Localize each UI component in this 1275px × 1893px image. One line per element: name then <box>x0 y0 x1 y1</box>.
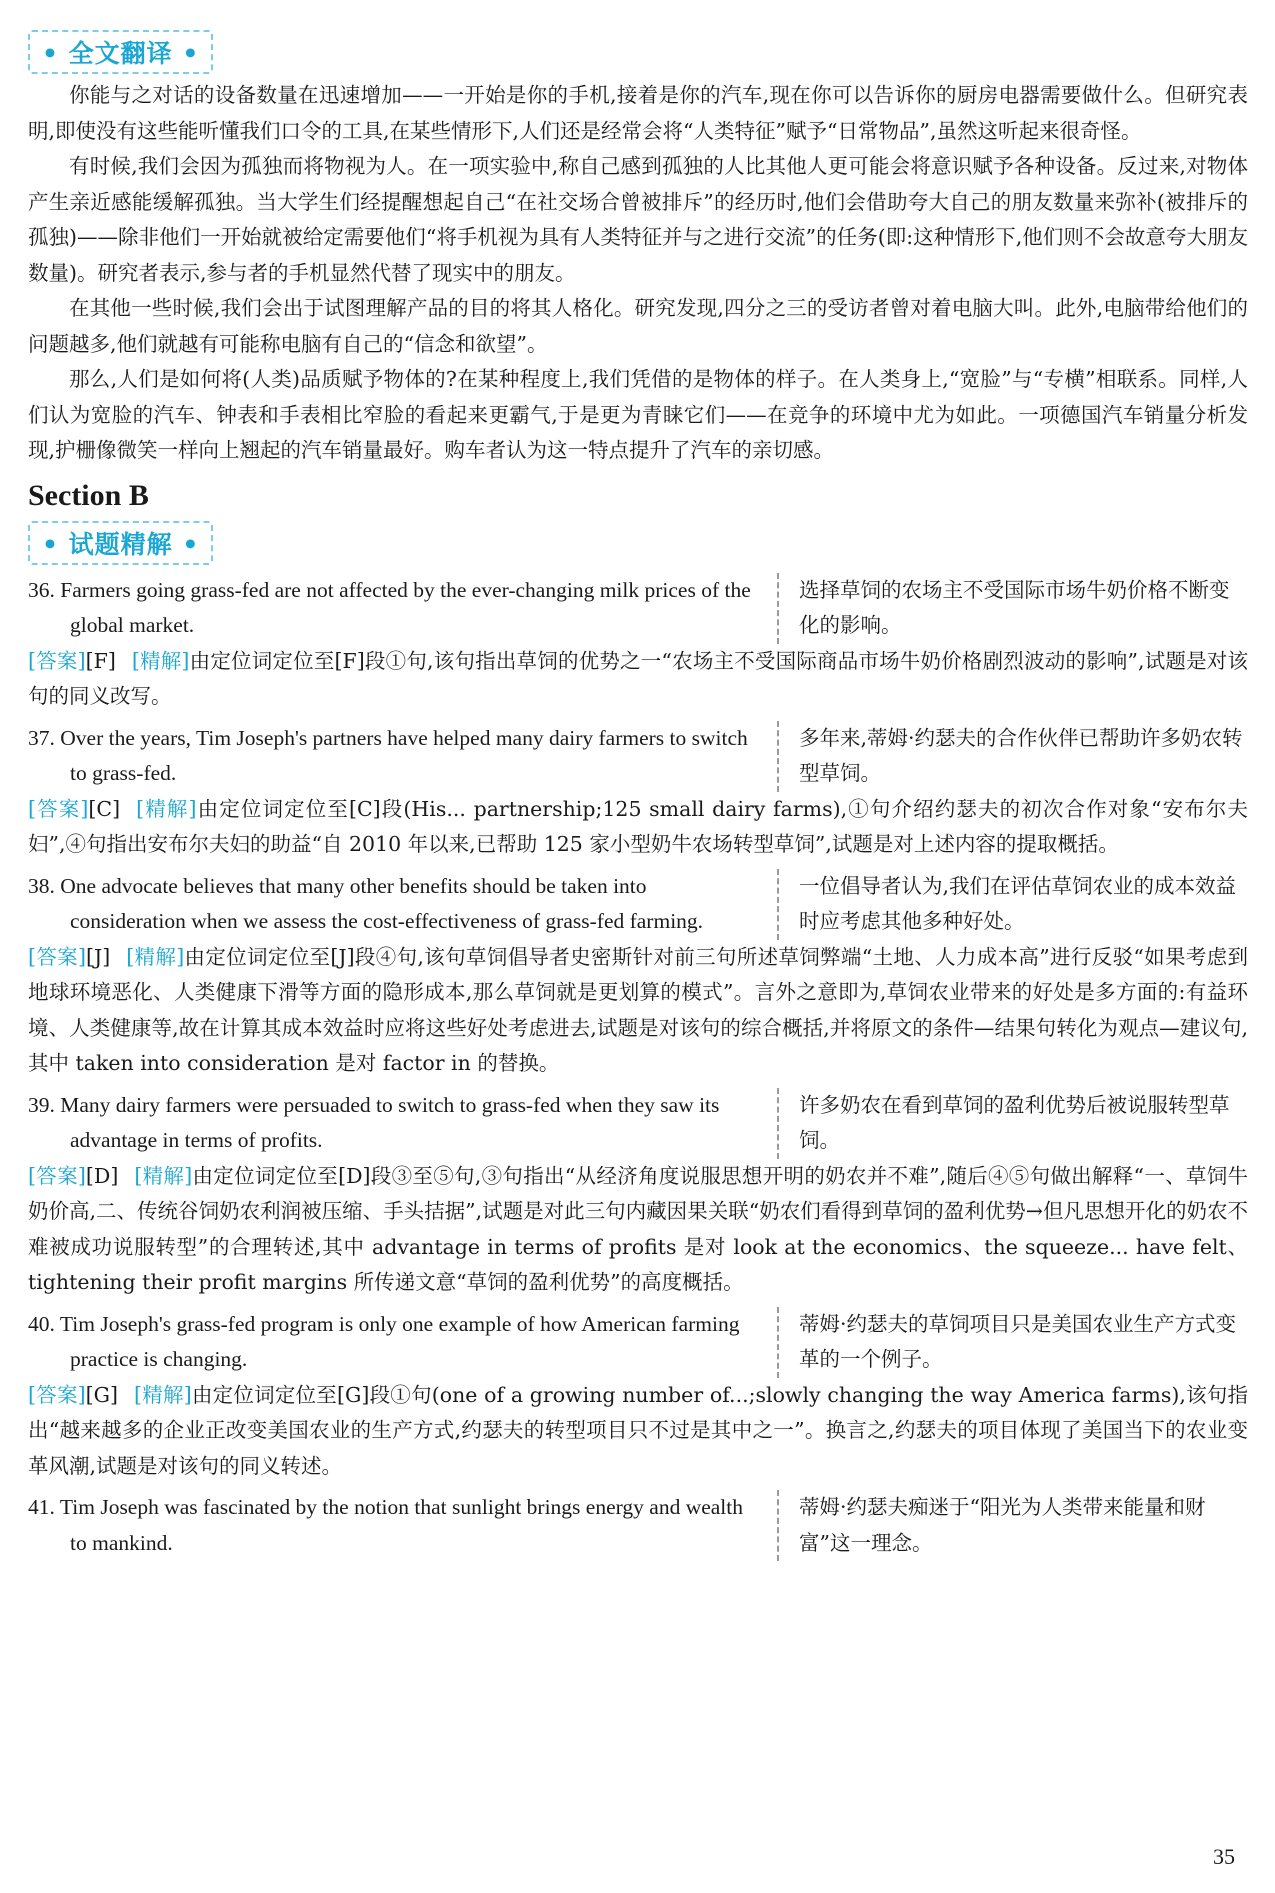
question-chinese: 蒂姆·约瑟夫的草饲项目只是美国农业生产方式变革的一个例子。 <box>777 1307 1248 1378</box>
answer-value: [F] <box>85 648 116 673</box>
question-chinese: 蒂姆·约瑟夫痴迷于“阳光为人类带来能量和财富”这一理念。 <box>777 1490 1248 1561</box>
answer-label: [答案] <box>28 944 86 969</box>
answer-38 <box>28 940 1248 1082</box>
answer-40 <box>28 1378 1248 1485</box>
analysis-text: 由定位词定位至[D]段③至⑤句,③句指出“从经济角度说服思想开明的奶农并不难”,随后④⑤句做出解释“一、草饲牛奶价高,二、传统谷饲奶农利润被压缩、手头拮据”,试题是对此三句内藏因果关联“奶农们看得到草饲的盈利优势→但凡思想开化的奶农不难被成功说服转型”的合理转述,其中 advantage in terms of profits 是对 look at the economics、the squeeze... have felt、tightening their profit margins 所传递文意“草饲的盈利优势”的高度概括。 <box>28 1163 1249 1294</box>
page-number: 35 <box>1213 1844 1235 1869</box>
answer-36 <box>28 644 1248 715</box>
analysis-text: 由定位词定位至[F]段①句,该句指出草饲的优势之一“农场主不受国际商品市场牛奶价格剧烈波动的影响”,试题是对该句的同义改写。 <box>28 648 1248 708</box>
translation-paragraph-1: 你能与之对话的设备数量在迅速增加——一开始是你的手机,接着是你的汽车,现在你可以告诉你的厨房电器需要做什么。但研究表明,即使没有这些能听懂我们口令的工具,在某些情形下,人们还是经常会将“人类特征”赋予“日常物品”,虽然这听起来很奇怪。 <box>28 83 1248 143</box>
answer-label: [答案] <box>28 648 86 673</box>
question-40 <box>28 1307 1248 1378</box>
answer-value: [G] <box>85 1382 119 1407</box>
answer-value: [J] <box>86 944 111 969</box>
analysis-label: [精解] <box>131 648 190 673</box>
answer-37 <box>28 792 1248 863</box>
answer-39 <box>28 1159 1248 1301</box>
question-37 <box>28 721 1248 792</box>
translation-paragraph-2: 有时候,我们会因为孤独而将物视为人。在一项实验中,称自己感到孤独的人比其他人更可能会将意识赋予各种设备。反过来,对物体产生亲近感能缓解孤独。当大学生们经提醒想起自己“在社交场合曾被排斥”的经历时,他们会借助夸大自己的朋友数量来弥补(被排斥的孤独)——除非他们一开始就被给定需要他们“将手机视为具有人类特征并与之进行交流”的任务(即:这种情形下,他们则不会故意夸大朋友数量)。研究者表示,参与者的手机显然代替了现实中的朋友。 <box>28 154 1248 285</box>
question-english: 38. One advocate believes that many other benefits should be taken into consideration when we assess the cost-effectiveness of grass-fed farming. <box>28 873 704 933</box>
analysis-text: 由定位词定位至[C]段(His... partnership;125 small dairy farms),①句介绍约瑟夫的初次合作对象“安布尔夫妇”,④句指出安布尔夫妇的助益“自 2010 年以来,已帮助 125 家小型奶牛农场转型草饲”,试题是对上述内容的提取概括。 <box>28 796 1249 856</box>
question-chinese: 多年来,蒂姆·约瑟夫的合作伙伴已帮助许多奶农转型草饲。 <box>777 721 1248 792</box>
question-39 <box>28 1088 1248 1159</box>
answer-label: [答案] <box>28 1163 86 1188</box>
question-41 <box>28 1490 1248 1561</box>
analysis-label: [精解] <box>134 1382 192 1407</box>
question-english: 36. Farmers going grass-fed are not affected by the ever-changing milk prices of the global market. <box>28 577 751 637</box>
analysis-text: 由定位词定位至[J]段④句,该句草饲倡导者史密斯针对前三句所述草饲弊端“土地、人力成本高”进行反驳“如果考虑到地球环境恶化、人类健康下滑等方面的隐形成本,那么草饲就是更划算的模式”。言外之意即为,草饲农业带来的好处是多方面的:有益环境、人类健康等,故在计算其成本效益时应将这些好处考虑进去,试题是对该句的综合概括,并将原文的条件—结果句转化为观点—建议句,其中 taken into consideration 是对 factor in 的替换。 <box>28 944 1249 1075</box>
answer-label: [答案] <box>28 796 89 821</box>
section-title: Section B <box>28 478 149 512</box>
answer-label: [答案] <box>28 1382 86 1407</box>
answer-value: [C] <box>88 796 121 821</box>
translation-tag: • 全文翻译 • <box>28 30 213 74</box>
translation-paragraph-4: 那么,人们是如何将(人类)品质赋予物体的?在某种程度上,我们凭借的是物体的样子。在人类身上,“宽脸”与“专横”相联系。同样,人们认为宽脸的汽车、钟表和手表相比窄脸的看起来更霸气,于是更为青睐它们——在竞争的环境中尤为如此。一项德国汽车销量分析发现,护栅像微笑一样向上翘起的汽车销量最好。购车者认为这一特点提升了汽车的亲切感。 <box>28 367 1248 462</box>
question-english: 40. Tim Joseph's grass-fed program is only one example of how American farming practice is changing. <box>28 1311 740 1371</box>
question-english: 37. Over the years, Tim Joseph's partners have helped many dairy farmers to switch to grass-fed. <box>28 725 748 785</box>
analysis-label: [精解] <box>134 1163 193 1188</box>
question-chinese: 一位倡导者认为,我们在评估草饲农业的成本效益时应考虑其他多种好处。 <box>777 869 1248 940</box>
analysis-label: [精解] <box>136 796 197 821</box>
analysis-label: [精解] <box>126 944 185 969</box>
question-english: 41. Tim Joseph was fascinated by the notion that sunlight brings energy and wealth to mankind. <box>28 1495 744 1555</box>
analysis-tag: • 试题精解 • <box>28 521 213 565</box>
question-english: 39. Many dairy farmers were persuaded to switch to grass-fed when they saw its advantage in terms of profits. <box>28 1092 720 1152</box>
analysis-text: 由定位词定位至[G]段①句(one of a growing number of...;slowly changing the way America farms),该句指出“越来越多的企业正改变美国农业的生产方式,约瑟夫的转型项目只不过是其中之一”。换言之,约瑟夫的项目体现了美国当下的农业变革风潮,试题是对该句的同义转述。 <box>28 1382 1249 1478</box>
page-content <box>28 30 1248 1561</box>
question-chinese: 许多奶农在看到草饲的盈利优势后被说服转型草饲。 <box>777 1088 1248 1159</box>
question-36 <box>28 573 1248 644</box>
translation-paragraph-3: 在其他一些时候,我们会出于试图理解产品的目的将其人格化。研究发现,四分之三的受访者曾对着电脑大叫。此外,电脑带给他们的问题越多,他们就越有可能称电脑有自己的“信念和欲望”。 <box>28 296 1248 356</box>
question-chinese: 选择草饲的农场主不受国际市场牛奶价格不断变化的影响。 <box>777 573 1248 644</box>
answer-value: [D] <box>85 1163 119 1188</box>
question-38 <box>28 869 1248 940</box>
